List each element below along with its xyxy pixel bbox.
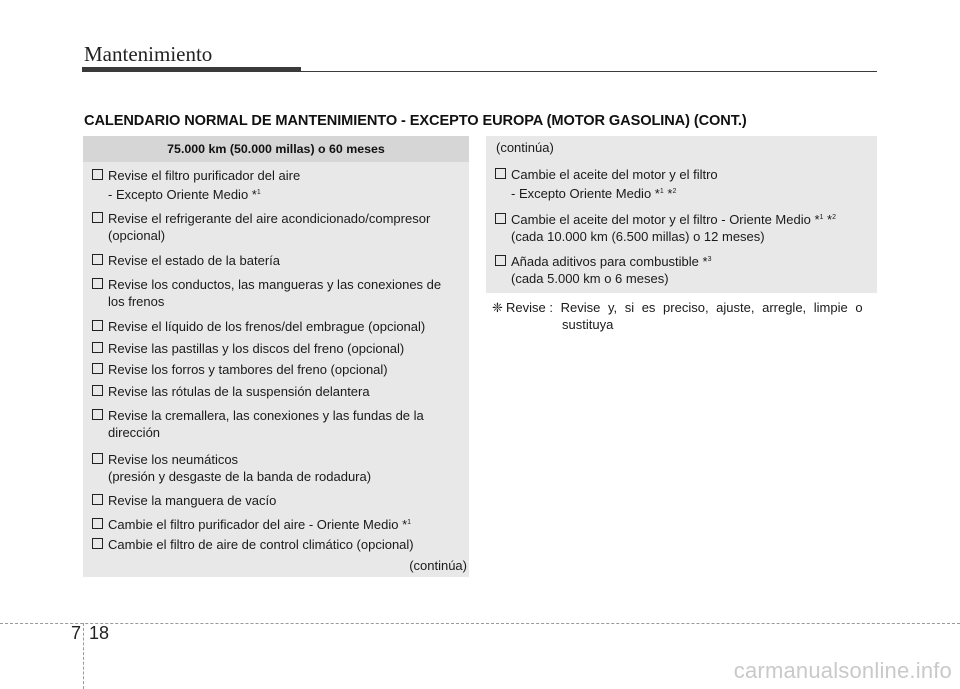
checkbox-icon — [92, 363, 103, 374]
checkbox-icon — [92, 320, 103, 331]
page-header-title: Mantenimiento — [84, 42, 213, 66]
header-rule-thick — [82, 67, 301, 72]
section-title: CALENDARIO NORMAL DE MANTENIMIENTO - EXCEPTO EUROPA (MOTOR GASOLINA) (CONT.) — [84, 113, 747, 129]
checklist-item: Cambie el aceite del motor y el filtro - Oriente Medio *$^1$ *$^2$ (cada 10.000 km (6.500 millas) o 12 meses) — [495, 209, 871, 245]
checkbox-icon — [495, 255, 506, 266]
note-label: Revise : — [506, 300, 553, 315]
checkbox-icon — [92, 169, 103, 180]
checkbox-icon — [92, 518, 103, 529]
checklist-item: Añada aditivos para combustible *$^3$ (cada 5.000 km o 6 meses) — [495, 251, 871, 287]
checkbox-icon — [92, 212, 103, 223]
checkbox-icon — [92, 494, 103, 505]
chapter-number: 7 — [71, 623, 82, 643]
checkbox-icon — [92, 409, 103, 420]
checkbox-icon — [92, 278, 103, 289]
note-symbol-icon: ❈ — [492, 300, 503, 315]
checkbox-icon — [495, 168, 506, 179]
left-column-heading: 75.000 km (50.000 millas) o 60 meses — [83, 136, 469, 162]
checkbox-icon — [92, 385, 103, 396]
checkbox-icon — [495, 213, 506, 224]
checklist-item: Cambie el filtro de aire de control climático (opcional) — [92, 536, 463, 553]
checklist-item: Cambie el aceite del motor y el filtro - Excepto Oriente Medio *$^1$ *$^2$ — [495, 166, 871, 202]
footer-dashed-divider — [83, 623, 84, 689]
checklist-item: Revise la cremallera, las conexiones y las fundas de la dirección — [92, 407, 463, 441]
continued-label: (continúa) — [409, 558, 467, 573]
header-rule-thin — [301, 71, 877, 72]
checklist-item: Cambie el filtro purificador del aire - Oriente Medio *$^1$ — [92, 514, 463, 533]
checklist-item: Revise la manguera de vacío — [92, 492, 463, 509]
note-text: Revise y, si es preciso, ajuste, arregle, limpie o — [560, 300, 863, 315]
checklist-item: Revise las pastillas y los discos del freno (opcional) — [92, 340, 463, 357]
left-column-panel — [83, 136, 469, 577]
checkbox-icon — [92, 342, 103, 353]
continued-label: (continúa) — [496, 140, 554, 155]
checkbox-icon — [92, 538, 103, 549]
checklist-item: Revise los conductos, las mangueras y las conexiones de los frenos — [92, 276, 463, 310]
watermark: carmanualsonline.info — [733, 658, 952, 683]
checkbox-icon — [92, 453, 103, 464]
note-text-continued: sustituya — [562, 317, 614, 332]
right-column-panel — [486, 136, 877, 293]
checklist-item: Revise el filtro purificador del aire - Excepto Oriente Medio *$^1$ — [92, 167, 463, 203]
checklist-item: Revise el estado de la batería — [92, 252, 463, 269]
footer-dashed-rule — [0, 623, 960, 624]
checkbox-icon — [92, 254, 103, 265]
legend-note — [492, 299, 875, 333]
page-number: 18 — [89, 623, 110, 643]
checklist-item: Revise las rótulas de la suspensión delantera — [92, 383, 463, 400]
checklist-item: Revise los neumáticos (presión y desgaste de la banda de rodadura) — [92, 451, 463, 485]
checklist-item: Revise los forros y tambores del freno (opcional) — [92, 361, 463, 378]
checklist-item: Revise el refrigerante del aire acondicionado/compresor (opcional) — [92, 210, 463, 244]
checklist-item: Revise el líquido de los frenos/del embrague (opcional) — [92, 318, 463, 335]
